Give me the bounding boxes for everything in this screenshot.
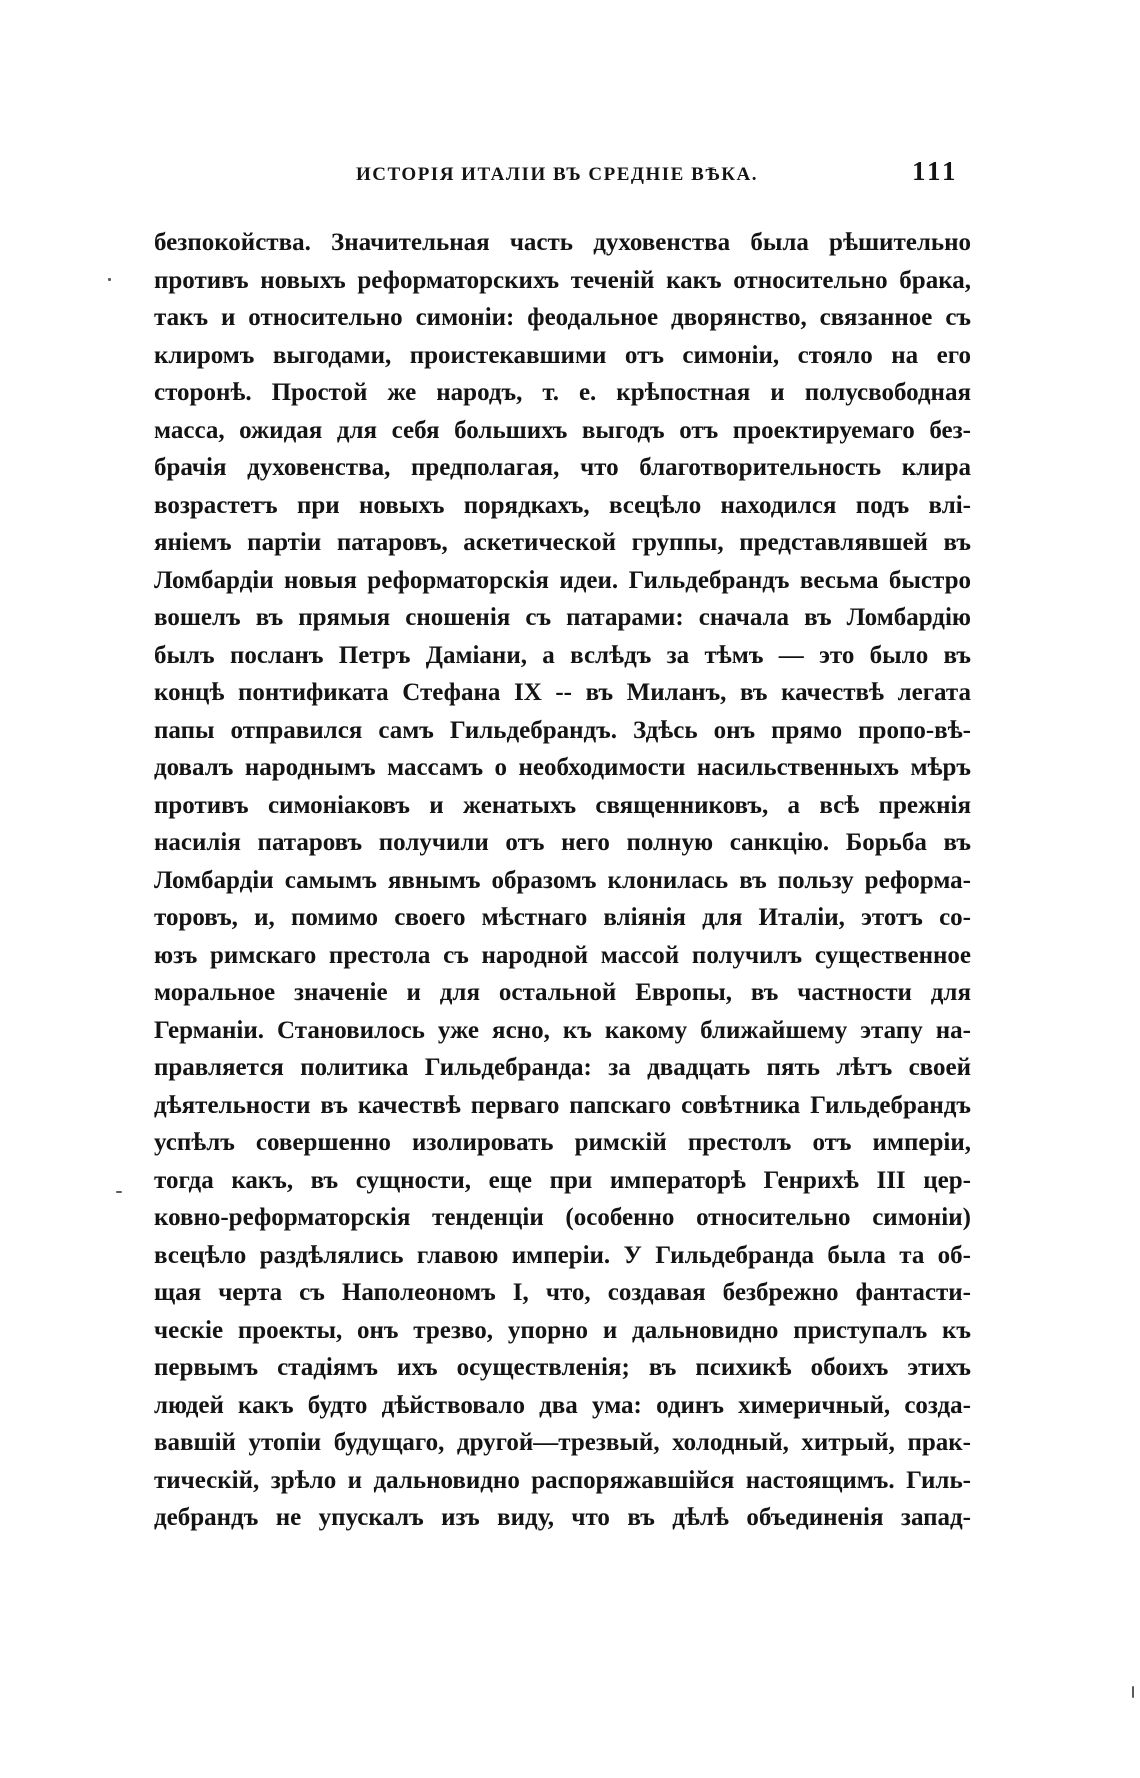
text-line: людей какъ будто дѣйствовало два ума: одинъ химеричный, созда- (154, 1391, 971, 1419)
text-line: вошелъ въ прямыя сношенія съ патарами: сначала въ Ломбардію (154, 604, 971, 631)
text-line: ческіе проекты, онъ трезво, упорно и дальновидно приступалъ къ (154, 1316, 971, 1344)
text-line: яніемъ партіи патаровъ, аскетической группы, представлявшей въ (154, 529, 971, 556)
text-line: дѣятельности въ качествѣ перваго папскаго совѣтника Гильдебрандъ (154, 1091, 971, 1119)
scan-speck (1132, 1686, 1134, 1698)
text-line: концѣ понтификата Стефана IX -- въ Миланъ, въ качествѣ легата (154, 679, 971, 706)
text-line: противъ новыхъ реформаторскихъ теченій какъ относительно брака, (154, 266, 971, 294)
text-line: возрастетъ при новыхъ порядкахъ, всецѣло находился подъ влі- (154, 491, 971, 519)
running-head-title: ИСТОРІЯ ИТАЛІИ ВЪ СРЕДНІЕ ВѢКА. (356, 164, 759, 185)
text-line: тическій, зрѣло и дальновидно распоряжавшійся настоящимъ. Гиль- (154, 1466, 971, 1494)
text-line: первымъ стадіямъ ихъ осуществленія; въ психикѣ обоихъ этихъ (154, 1354, 971, 1381)
text-line: успѣлъ совершенно изолировать римскій престолъ отъ имперіи, (154, 1129, 971, 1156)
text-line: безпокойства. Значительная часть духовенства была рѣшительно (154, 229, 971, 256)
text-line: ковно-реформаторскія тенденціи (особенно относительно симоніи) (154, 1204, 971, 1231)
text-line: тогда какъ, въ сущности, еще при императорѣ Генрихѣ III цер- (154, 1166, 971, 1194)
text-line: всецѣло раздѣлялись главою имперіи. У Гильдебранда была та об- (154, 1241, 971, 1269)
scan-speck (108, 278, 111, 281)
text-line: вавшій утопіи будущаго, другой—трезвый, холодный, хитрый, прак- (154, 1429, 971, 1456)
text-line: дебрандъ не упускалъ изъ виду, что въ дѣлѣ объединенія запад- (154, 1504, 971, 1531)
scan-speck (116, 1191, 122, 1193)
text-line: противъ симоніаковъ и женатыхъ священниковъ, а всѣ прежнія (154, 791, 971, 819)
text-line: насилія патаровъ получили отъ него полную санкцію. Борьба въ (154, 829, 971, 856)
text-line: клиромъ выгодами, проистекавшими отъ симоніи, стояло на его (154, 341, 971, 369)
text-line: Ломбардіи самымъ явнымъ образомъ клонилась въ пользу реформа- (154, 866, 971, 894)
text-line: папы отправился самъ Гильдебрандъ. Здѣсь онъ прямо пропо-вѣ- (154, 716, 971, 744)
text-line: довалъ народнымъ массамъ о необходимости насильственныхъ мѣръ (154, 754, 971, 781)
text-line: Германіи. Становилось уже ясно, къ какому ближайшему этапу на- (154, 1016, 971, 1044)
text-line: правляется политика Гильдебранда: за двадцать пять лѣтъ своей (154, 1054, 971, 1081)
page-number: 111 (912, 156, 959, 186)
text-line: сторонѣ. Простой же народъ, т. е. крѣпостная и полусвободная (154, 379, 971, 406)
text-line: такъ и относительно симоніи: феодальное дворянство, связанное съ (154, 304, 971, 331)
text-line: былъ посланъ Петръ Даміани, а вслѣдъ за тѣмъ — это было въ (154, 641, 971, 669)
text-line: масса, ожидая для себя большихъ выгодъ отъ проектируемаго без- (154, 416, 971, 444)
body-text (154, 224, 971, 1537)
text-line: Ломбардіи новыя реформаторскія идеи. Гильдебрандъ весьма быстро (154, 566, 971, 594)
text-line: брачія духовенства, предполагая, что благотворительность клира (154, 454, 971, 481)
text-line: юзъ римскаго престола съ народной массой получилъ существенное (154, 941, 971, 969)
text-line: торовъ, и, помимо своего мѣстнаго вліянія для Италіи, этотъ со- (154, 904, 971, 931)
text-line: моральное значеніе и для остальной Европы, въ частности для (154, 979, 971, 1006)
text-line: щая черта съ Наполеономъ I, что, создавая безбрежно фантасти- (154, 1279, 971, 1306)
